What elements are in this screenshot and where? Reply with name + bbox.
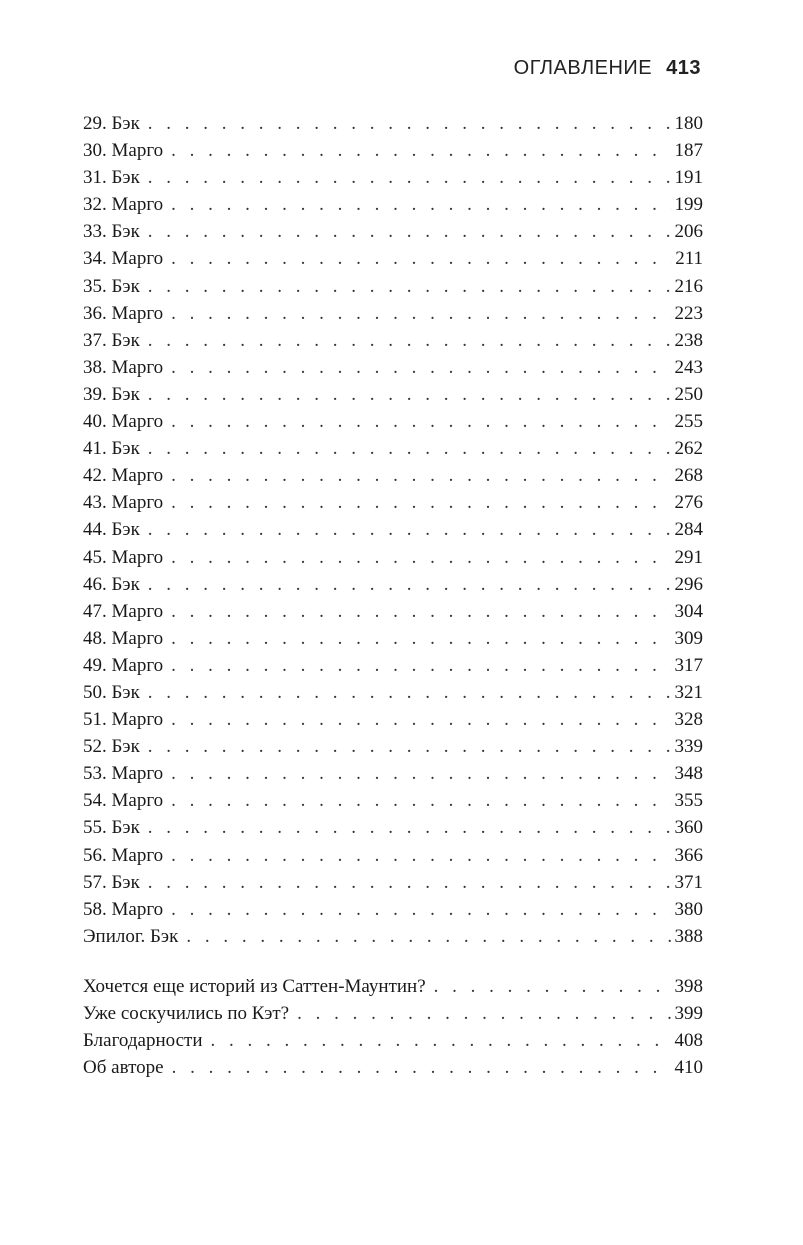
toc-entry: [83, 625, 703, 652]
toc-entry: [83, 408, 703, 435]
toc-entry-title: 45. Марго: [83, 546, 164, 568]
dot-leader: [148, 516, 672, 543]
dot-leader: [171, 760, 671, 787]
dot-leader: [171, 408, 671, 435]
toc-entry-page: 223: [674, 302, 703, 324]
toc-entry-title: 55. Бэк: [83, 817, 140, 839]
toc-entry-page: 191: [674, 167, 703, 189]
toc-entry-page: 398: [674, 976, 703, 997]
toc-chapters-list: [83, 110, 703, 950]
toc-entry-title: 43. Марго: [83, 492, 164, 514]
toc-entry: [83, 137, 703, 164]
toc-entry: [83, 1027, 703, 1054]
toc-entry: [83, 598, 703, 625]
dot-leader: [148, 814, 672, 841]
toc-entry: [83, 489, 703, 516]
toc-entry-title: 34. Марго: [83, 248, 164, 270]
dot-leader: [171, 300, 671, 327]
toc-entry-page: 328: [674, 709, 703, 731]
toc-entry: [83, 544, 703, 571]
dot-leader: [148, 679, 672, 706]
toc-entry-page: 355: [674, 790, 703, 812]
toc-entry: [83, 760, 703, 787]
section-title: ОГЛАВЛЕНИЕ: [513, 57, 653, 79]
toc-entry-title: Благодарности: [83, 1030, 203, 1052]
toc-entry-title: Об авторе: [83, 1057, 164, 1079]
dot-leader: [148, 164, 672, 191]
toc-entry-title: 32. Марго: [83, 194, 164, 216]
toc-entry-title: 40. Марго: [83, 411, 164, 433]
toc-entry-page: 380: [674, 898, 703, 920]
toc-entry: [83, 218, 703, 245]
toc-entry-page: 284: [674, 519, 703, 541]
dot-leader: [171, 489, 671, 516]
toc-entry-title: 39. Бэк: [83, 383, 140, 405]
toc-entry-title: 46. Бэк: [83, 573, 140, 595]
toc-entry-page: 199: [674, 194, 703, 216]
toc-entry: [83, 191, 703, 218]
dot-leader: [171, 544, 671, 571]
toc-entry-page: 339: [674, 736, 703, 758]
toc-entry-title: 47. Марго: [83, 600, 164, 622]
toc-entry: [83, 462, 703, 489]
toc-entry-page: 262: [674, 438, 703, 460]
toc-entry: [83, 1054, 703, 1081]
dot-leader: [434, 973, 672, 1000]
toc-entry-page: 399: [674, 1003, 703, 1025]
toc-entry-page: 276: [674, 492, 703, 514]
toc-entry: [83, 300, 703, 327]
dot-leader: [148, 869, 672, 896]
toc-entry: [83, 923, 703, 950]
toc-entry-page: 366: [674, 844, 703, 866]
toc-entry-page: 408: [674, 1030, 703, 1052]
toc-entry-title: 38. Марго: [83, 356, 164, 378]
toc-entry-page: 348: [674, 763, 703, 785]
toc-entry-page: 296: [674, 573, 703, 595]
toc-entry: [83, 1000, 703, 1027]
toc-entry-page: 321: [674, 681, 703, 703]
toc-entry-title: 58. Марго: [83, 898, 164, 920]
toc-entry: [83, 652, 703, 679]
toc-entry-title: Эпилог. Бэк: [83, 925, 179, 947]
toc-entry: [83, 516, 703, 543]
toc-entry-title: 37. Бэк: [83, 329, 140, 351]
toc-entry-title: 56. Марго: [83, 844, 164, 866]
dot-leader: [171, 896, 671, 923]
toc-entry: [83, 814, 703, 841]
toc-entry-title: 30. Марго: [83, 140, 164, 162]
toc-entry-page: 180: [674, 113, 703, 134]
toc-entry-title: 52. Бэк: [83, 736, 140, 758]
toc-entry: [83, 435, 703, 462]
toc-entry-page: 410: [674, 1057, 703, 1079]
toc-entry-title: 53. Марго: [83, 763, 164, 785]
running-head: [514, 57, 701, 80]
toc-entry: [83, 869, 703, 896]
toc-entry-title: Хочется еще историй из Саттен-Маунтин?: [83, 976, 426, 997]
toc-entry: [83, 273, 703, 300]
dot-leader: [148, 273, 672, 300]
toc-entry-title: 31. Бэк: [83, 167, 140, 189]
toc-entry-page: 250: [674, 383, 703, 405]
toc-entry-page: 268: [674, 465, 703, 487]
toc-entry-title: 50. Бэк: [83, 681, 140, 703]
dot-leader: [148, 571, 672, 598]
dot-leader: [171, 462, 671, 489]
toc-entry-title: 49. Марго: [83, 654, 164, 676]
toc-entry-page: 243: [674, 356, 703, 378]
toc-entry-page: 206: [674, 221, 703, 243]
toc-entry-title: Уже соскучились по Кэт?: [83, 1003, 290, 1025]
toc-entry: [83, 571, 703, 598]
toc-entry-title: 51. Марго: [83, 709, 164, 731]
toc-entry-title: 48. Марго: [83, 627, 164, 649]
dot-leader: [171, 842, 671, 869]
toc-extras-list: [83, 973, 703, 1081]
dot-leader: [186, 923, 671, 950]
toc-entry: [83, 327, 703, 354]
toc-entry-title: 54. Марго: [83, 790, 164, 812]
toc-entry-page: 291: [674, 546, 703, 568]
dot-leader: [171, 191, 671, 218]
toc-entry-title: 29. Бэк: [83, 113, 140, 134]
toc-entry-page: 371: [674, 871, 703, 893]
toc-entry-page: 309: [674, 627, 703, 649]
toc-entry-title: 42. Марго: [83, 465, 164, 487]
toc-entry: [83, 787, 703, 814]
toc-entry: [83, 110, 703, 137]
dot-leader: [171, 245, 672, 272]
dot-leader: [148, 110, 672, 137]
toc-entry-title: 33. Бэк: [83, 221, 140, 243]
toc-entry: [83, 706, 703, 733]
toc-entry-title: 41. Бэк: [83, 438, 140, 460]
toc-entry: [83, 354, 703, 381]
toc-entry-page: 211: [675, 248, 703, 270]
toc-entry: [83, 381, 703, 408]
toc-entry-page: 255: [674, 411, 703, 433]
toc-entry: [83, 973, 703, 1000]
toc-entry-page: 304: [674, 600, 703, 622]
toc-entry: [83, 842, 703, 869]
dot-leader: [171, 652, 671, 679]
dot-leader: [148, 733, 672, 760]
toc-entry: [83, 896, 703, 923]
page-number: 413: [666, 57, 701, 79]
dot-leader: [171, 625, 671, 652]
dot-leader: [148, 218, 672, 245]
toc-entry-title: 57. Бэк: [83, 871, 140, 893]
toc-entry-title: 35. Бэк: [83, 275, 140, 297]
dot-leader: [171, 598, 671, 625]
toc-entry-title: 44. Бэк: [83, 519, 140, 541]
toc-entry-page: 187: [674, 140, 703, 162]
toc-entry-page: 317: [674, 654, 703, 676]
toc-entry: [83, 679, 703, 706]
dot-leader: [171, 787, 671, 814]
dot-leader: [148, 381, 672, 408]
toc-entry-page: 360: [674, 817, 703, 839]
toc-entry-page: 216: [674, 275, 703, 297]
toc-entry: [83, 164, 703, 191]
dot-leader: [148, 327, 672, 354]
toc-entry-page: 388: [674, 925, 703, 947]
toc-entry-title: 36. Марго: [83, 302, 164, 324]
toc-entry: [83, 733, 703, 760]
dot-leader: [172, 1054, 672, 1081]
dot-leader: [297, 1000, 671, 1027]
dot-leader: [171, 354, 671, 381]
dot-leader: [171, 137, 671, 164]
dot-leader: [148, 435, 672, 462]
dot-leader: [211, 1027, 672, 1054]
toc-entry: [83, 245, 703, 272]
dot-leader: [171, 706, 671, 733]
toc-entry-page: 238: [674, 329, 703, 351]
